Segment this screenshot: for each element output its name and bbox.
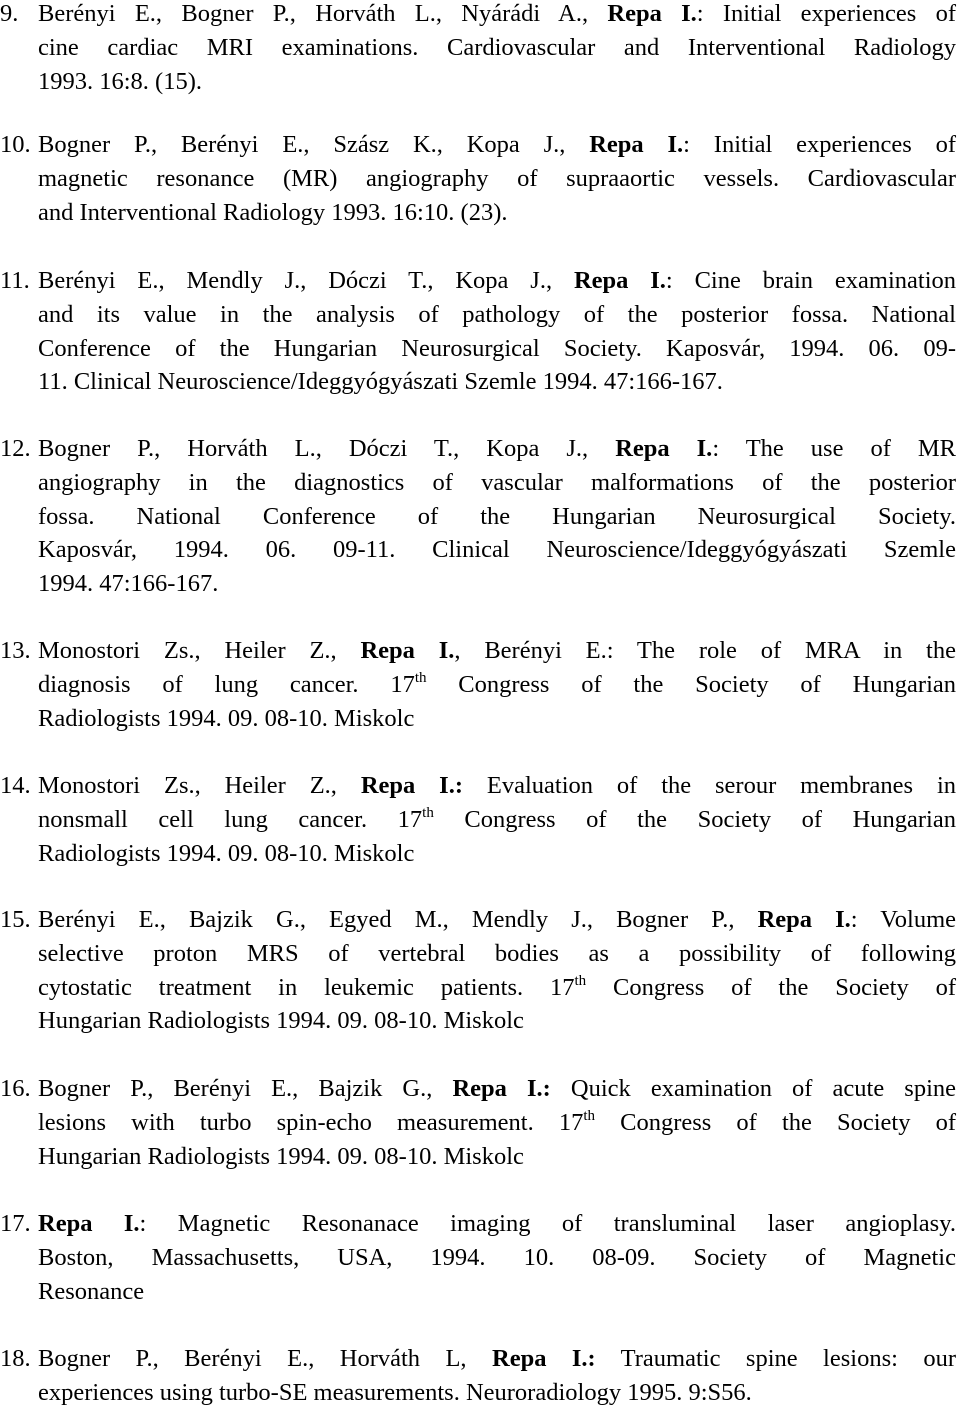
- entry-text: Traumatic spine lesions: our: [595, 1345, 956, 1372]
- entry-authors: Monostori Zs., Heiler Z.,: [38, 772, 361, 799]
- entry-text: Congress of the Society of Hungarian: [426, 670, 957, 698]
- entry-line: Hungarian Radiologists 1994. 09. 08-10. Miskolc: [38, 1007, 524, 1035]
- entry-text: Evaluation of the serour membranes in: [462, 772, 956, 799]
- entry-text: : Volume: [850, 906, 957, 933]
- entry-line: [0, 432, 956, 466]
- highlighted-author: Repa I.: [589, 131, 684, 158]
- entry-text: Quick examination of acute spine: [550, 1075, 957, 1102]
- entry-authors: Berényi E., Mendly J., Dóczi T., Kopa J.,: [38, 267, 574, 294]
- reference-entry-18: [0, 1342, 956, 1410]
- entry-text: : The use of MR: [712, 435, 957, 462]
- entry-authors: Bogner P., Horváth L., Dóczi T., Kopa J.,: [38, 435, 616, 462]
- ordinal-suffix: th: [583, 1107, 596, 1124]
- entry-number: 16.: [0, 1075, 31, 1102]
- highlighted-author: Repa I.: [757, 906, 851, 933]
- entry-line: 1994. 47:166-167.: [38, 570, 219, 598]
- entry-line: [0, 1072, 956, 1106]
- reference-entry-12: [0, 432, 956, 601]
- reference-entry-9: [0, 0, 956, 98]
- reference-entry-10: [0, 128, 956, 229]
- entry-line: [0, 1207, 956, 1241]
- highlighted-author: Repa I.: [607, 0, 697, 27]
- entry-line: Conference of the Hungarian Neurosurgical Society. Kaposvár, 1994. 06. 09-: [38, 334, 956, 362]
- highlighted-author: Repa I.:: [492, 1345, 596, 1372]
- entry-text: cytostatic treatment in leukemic patients. 17: [38, 973, 575, 1001]
- entry-text: Congress of the Society of: [595, 1108, 956, 1136]
- entry-authors: Berényi E., Bogner P., Horváth L., Nyárádi A.,: [38, 0, 608, 27]
- entry-line: angiography in the diagnostics of vascular malformations of the posterior: [38, 468, 956, 496]
- entry-line: 1993. 16:8. (15).: [38, 67, 202, 95]
- highlighted-author: Repa I.: [360, 637, 455, 664]
- ordinal-suffix: th: [574, 972, 587, 989]
- entry-text: nonsmall cell lung cancer. 17: [38, 805, 423, 833]
- entry-line: and Interventional Radiology 1993. 16:10. (23).: [38, 198, 508, 226]
- highlighted-author: Repa I.: [38, 1210, 140, 1237]
- entry-number: 15.: [0, 906, 31, 933]
- entry-text: : The role of MRA in the: [606, 637, 956, 664]
- entry-number: 14.: [0, 772, 31, 799]
- entry-text: Congress of the Society of Hungarian: [433, 805, 956, 833]
- entry-authors: Bogner P., Berényi E., Horváth L,: [38, 1345, 492, 1372]
- entry-line: cine cardiac MRI examinations. Cardiovascular and Interventional Radiology: [38, 33, 956, 61]
- entry-line: [0, 769, 956, 803]
- reference-entry-11: [0, 264, 956, 399]
- entry-line: Boston, Massachusetts, USA, 1994. 10. 08-09. Society of Magnetic: [38, 1243, 956, 1271]
- entry-line: Radiologists 1994. 09. 08-10. Miskolc: [38, 704, 415, 732]
- entry-number: 10.: [0, 131, 31, 158]
- entry-line: [0, 128, 956, 162]
- highlighted-author: Repa I.: [573, 267, 666, 294]
- entry-text: : Cine brain examination: [665, 267, 956, 294]
- entry-authors: Berényi E., Bajzik G., Egyed M., Mendly J., Bogner P.,: [38, 906, 758, 933]
- entry-number: 11.: [0, 267, 30, 294]
- highlighted-author: Repa I.:: [452, 1075, 551, 1102]
- entry-number: 9.: [0, 0, 19, 27]
- entry-text: diagnosis of lung cancer. 17: [38, 670, 415, 698]
- entry-text: : Initial experiences of: [696, 0, 956, 27]
- highlighted-author: Repa I.:: [360, 772, 463, 799]
- entry-authors: Monostori Zs., Heiler Z.,: [38, 637, 361, 664]
- reference-entry-13: [0, 634, 956, 735]
- entry-line: [0, 803, 956, 837]
- entry-authors: , Berényi E.: [454, 637, 607, 664]
- entry-text: : Magnetic Resonanace imaging of transluminal laser angioplasy.: [139, 1210, 957, 1237]
- entry-number: 13.: [0, 637, 31, 664]
- reference-entry-14: [0, 769, 956, 870]
- entry-text: lesions with turbo spin-echo measurement. 17: [38, 1108, 584, 1136]
- reference-entry-15: [0, 903, 956, 1038]
- entry-line: [0, 634, 956, 668]
- reference-entry-16: [0, 1072, 956, 1173]
- entry-line: [0, 1106, 956, 1140]
- entry-line: Kaposvár, 1994. 06. 09-11. Clinical Neuroscience/Ideggyógyászati Szemle: [38, 536, 956, 564]
- entry-line: magnetic resonance (MR) angiography of supraaortic vessels. Cardiovascular: [38, 164, 956, 192]
- entry-line: Radiologists 1994. 09. 08-10. Miskolc: [38, 839, 415, 867]
- entry-line: Resonance: [38, 1277, 145, 1305]
- reference-entry-17: [0, 1207, 956, 1308]
- entry-number: 17.: [0, 1210, 31, 1237]
- entry-line: [0, 971, 956, 1005]
- entry-number: 18.: [0, 1345, 31, 1372]
- entry-number: 12.: [0, 435, 31, 462]
- highlighted-author: Repa I.: [615, 435, 713, 462]
- entry-line: [0, 903, 956, 937]
- entry-line: [0, 1342, 956, 1376]
- entry-text: : Initial experiences of: [683, 131, 956, 158]
- entry-line: experiences using turbo-SE measurements. Neuroradiology 1995. 9:S56.: [38, 1378, 752, 1406]
- ordinal-suffix: th: [414, 669, 427, 686]
- entry-line: fossa. National Conference of the Hungarian Neurosurgical Society.: [38, 502, 956, 530]
- entry-line: Hungarian Radiologists 1994. 09. 08-10. Miskolc: [38, 1142, 524, 1170]
- entry-authors: Bogner P., Berényi E., Szász K., Kopa J.,: [38, 131, 590, 158]
- ordinal-suffix: th: [422, 804, 434, 821]
- entry-line: [0, 264, 956, 298]
- entry-line: and its value in the analysis of pathology of the posterior fossa. National: [38, 300, 956, 328]
- entry-line: [0, 0, 956, 31]
- entry-line: 11. Clinical Neuroscience/Ideggyógyászati Szemle 1994. 47:166-167.: [38, 368, 723, 396]
- entry-text: Congress of the Society of: [586, 973, 956, 1001]
- entry-authors: Bogner P., Berényi E., Bajzik G.,: [38, 1075, 453, 1102]
- entry-line: selective proton MRS of vertebral bodies as a possibility of following: [38, 939, 956, 967]
- entry-line: [0, 668, 956, 702]
